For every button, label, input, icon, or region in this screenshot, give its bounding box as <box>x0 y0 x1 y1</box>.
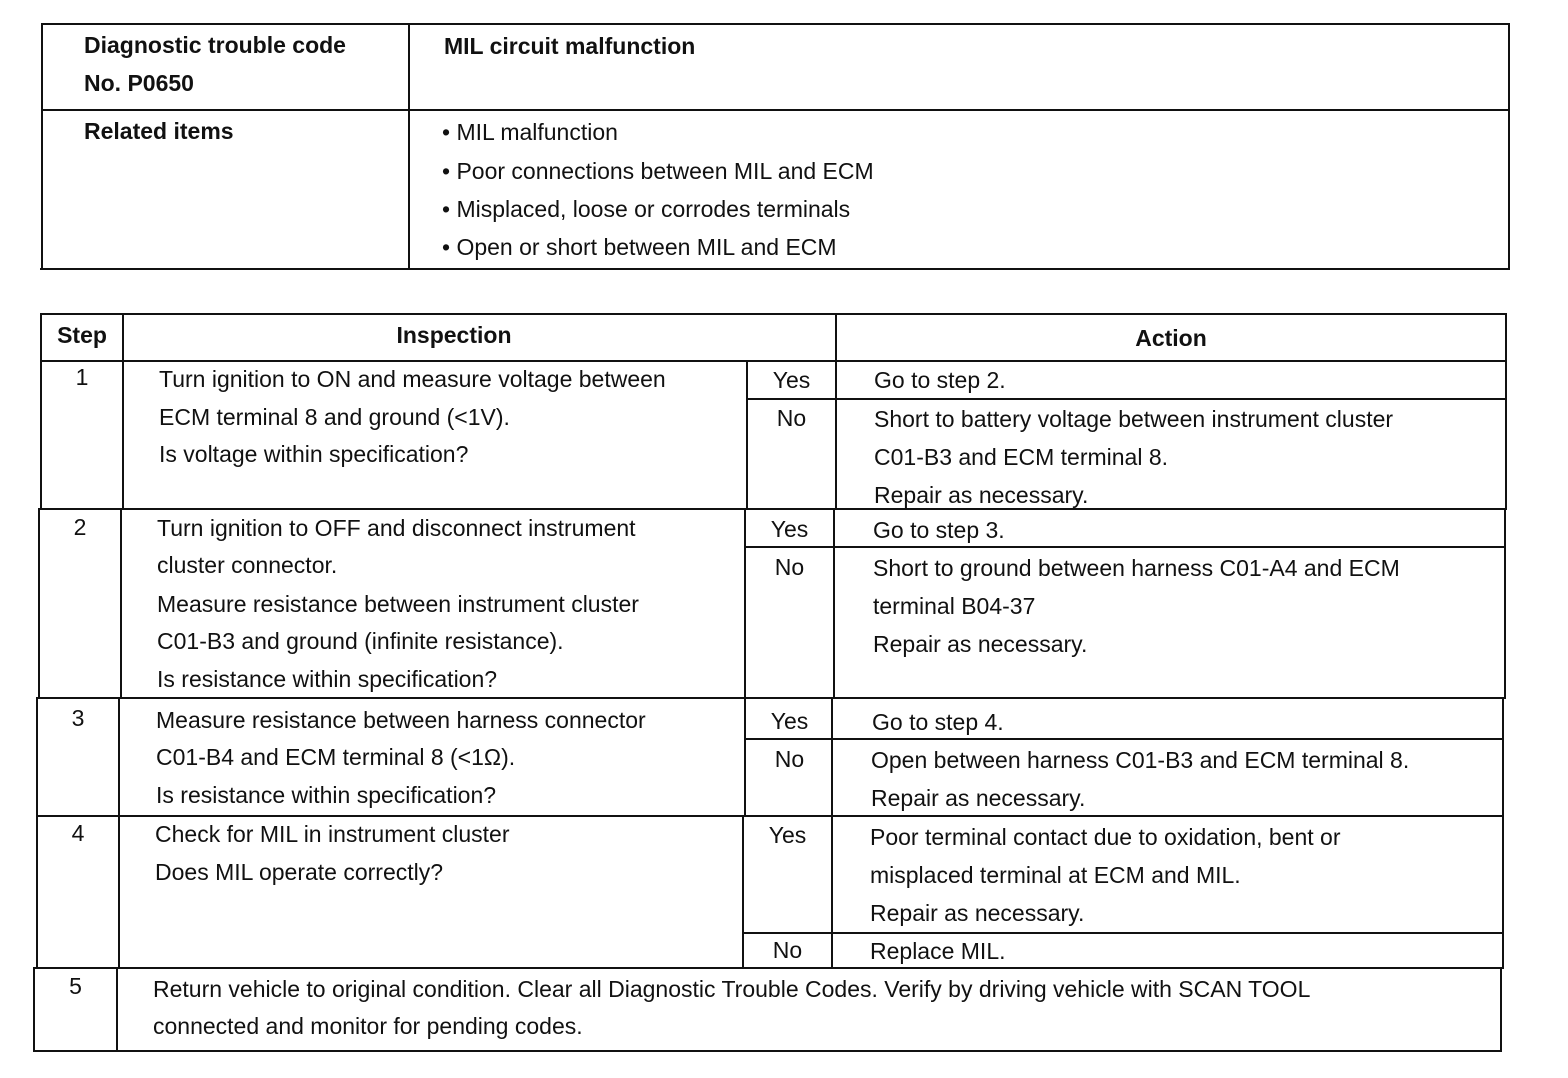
table-border <box>1502 697 1504 969</box>
action-text: Go to step 2. <box>874 367 1006 393</box>
table-border <box>41 23 43 270</box>
related-item: • MIL malfunction <box>442 119 618 145</box>
table-border <box>1504 508 1506 699</box>
dtc-label: Diagnostic trouble code <box>84 32 346 58</box>
step-number: 1 <box>75 364 89 390</box>
related-item: • Poor connections between MIL and ECM <box>442 158 874 184</box>
table-border <box>1505 313 1507 510</box>
action-text: Repair as necessary. <box>874 482 1089 508</box>
table-border <box>40 313 1507 315</box>
action-text: Poor terminal contact due to oxidation, bent or <box>870 824 1341 850</box>
action-text: terminal B04-37 <box>873 593 1036 619</box>
yes-label: Yes <box>772 367 811 393</box>
yes-label: Yes <box>768 822 807 848</box>
inspection-text: Does MIL operate correctly? <box>155 859 444 885</box>
action-column-divider <box>833 508 835 699</box>
step-number: 3 <box>71 705 85 731</box>
related-item: • Open or short between MIL and ECM <box>442 234 837 260</box>
step-number: 5 <box>69 973 82 999</box>
table-border <box>42 23 1510 25</box>
table-border <box>1500 967 1502 1052</box>
table-border <box>1508 23 1510 270</box>
action-text: C01-B3 and ECM terminal 8. <box>874 444 1169 470</box>
action-text: misplaced terminal at ECM and MIL. <box>870 862 1241 888</box>
final-step-text: Return vehicle to original condition. Clear all Diagnostic Trouble Codes. Verify by driving vehicle with SCAN TOOL <box>153 976 1311 1002</box>
action-text: Repair as necessary. <box>873 631 1088 657</box>
inspection-text: Is voltage within specification? <box>159 441 469 467</box>
no-label: No <box>776 405 807 431</box>
table-divider <box>42 109 1510 111</box>
no-label: No <box>774 554 805 580</box>
related-item: • Misplaced, loose or corrodes terminals <box>442 196 851 222</box>
header-inspection: Inspection <box>396 322 512 348</box>
action-text: Open between harness C01-B3 and ECM terminal 8. <box>871 747 1410 773</box>
table-divider <box>408 23 410 270</box>
action-text: Short to battery voltage between instrument cluster <box>874 406 1394 432</box>
step-number: 2 <box>73 514 87 540</box>
action-text: Go to step 3. <box>873 517 1005 543</box>
inspection-text: ECM terminal 8 and ground (<1V). <box>159 404 510 430</box>
inspection-text: cluster connector. <box>157 552 338 578</box>
action-text: Short to ground between harness C01-A4 and ECM <box>873 555 1400 581</box>
inspection-text: Check for MIL in instrument cluster <box>155 821 510 847</box>
yes-no-divider <box>744 738 1504 740</box>
inspection-text: Turn ignition to ON and measure voltage between <box>159 366 666 392</box>
action-text: Repair as necessary. <box>871 785 1086 811</box>
dtc-number: No. P0650 <box>84 70 194 96</box>
inspection-text: C01-B4 and ECM terminal 8 (<1Ω). <box>156 744 516 770</box>
yes-no-divider <box>744 546 1506 548</box>
table-border <box>40 268 1509 270</box>
step-column-divider <box>116 967 118 1052</box>
inspection-text: Measure resistance between instrument cluster <box>157 591 639 617</box>
yes-label: Yes <box>770 708 809 734</box>
action-text: Repair as necessary. <box>870 900 1085 926</box>
no-label: No <box>772 937 803 963</box>
header-step: Step <box>57 322 107 348</box>
related-items-label: Related items <box>84 118 234 144</box>
yes-no-divider <box>742 932 1502 934</box>
action-text: Go to step 4. <box>872 709 1004 735</box>
inspection-text: C01-B3 and ground (infinite resistance). <box>157 628 564 654</box>
inspection-text: Is resistance within specification? <box>156 782 497 808</box>
dtc-title: MIL circuit malfunction <box>444 33 696 59</box>
step-column-divider <box>120 508 122 699</box>
step-number: 4 <box>71 820 85 846</box>
inspection-text: Turn ignition to OFF and disconnect instrument <box>157 515 636 541</box>
step-column-divider <box>118 697 120 969</box>
header-action: Action <box>1135 325 1207 351</box>
inspection-text: Measure resistance between harness connector <box>156 707 646 733</box>
final-step-text: connected and monitor for pending codes. <box>153 1013 583 1039</box>
inspection-text: Is resistance within specification? <box>157 666 498 692</box>
yes-label: Yes <box>770 516 809 542</box>
table-border <box>33 1050 1502 1052</box>
no-label: No <box>774 746 805 772</box>
action-text: Replace MIL. <box>870 938 1006 964</box>
